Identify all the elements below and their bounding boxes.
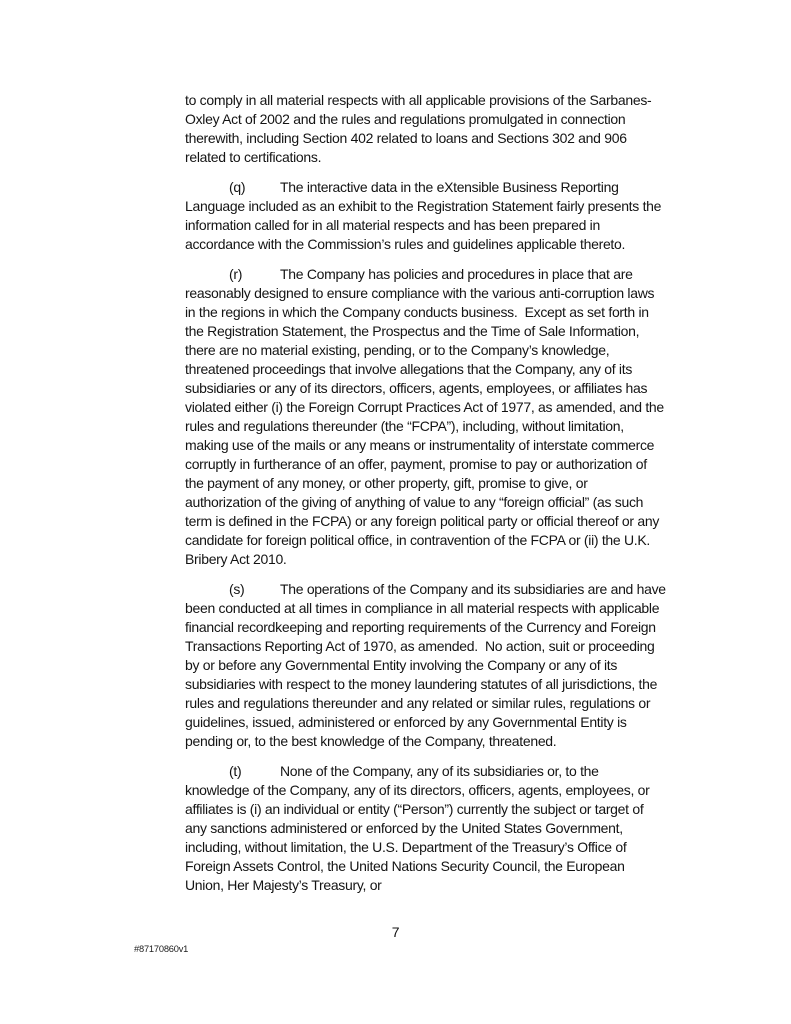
page-number: 7	[391, 924, 400, 940]
paragraph-label: (r)	[229, 266, 243, 282]
paragraph-continuation	[185, 91, 666, 167]
paragraph-text: The interactive data in the eXtensible Business Reporting Language included as an exhibit to the Registration Statement fairly presents the information called for in all material respects and has been prepared in accordance with the Commission’s rules and guidelines applicable thereto.	[185, 179, 665, 252]
paragraph-text: None of the Company, any of its subsidiaries or, to the knowledge of the Company, any of its directors, officers, agents, employees, or affiliates is (i) an individual or entity (“Person”) currently the subject or target of any sanctions administered or enforced by the United States Government, including, without limitation, the U.S. Department of the Treasury’s Office of Foreign Assets Control, the United Nations Security Council, the European Union, Her Majesty’s Treasury, or	[185, 763, 654, 893]
paragraph-label: (s)	[229, 581, 245, 597]
paragraph-text: to comply in all material respects with all applicable provisions of the Sarbanes-Oxley Act of 2002 and the rules and regulations promulgated in connection therewith, including Section 402 related to loans and Sections 302 and 906 related to certifications.	[185, 92, 652, 165]
paragraph-label: (t)	[229, 763, 242, 779]
paragraph-text: The operations of the Company and its subsidiaries are and have been conducted at all times in compliance in all material respects with applicable financial recordkeeping and reporting requirements of the Currency and Foreign Transactions Reporting Act of 1970, as amended. No action, suit or proceeding by or before any Governmental Entity involving the Company or any of its subsidiaries with respect to the money laundering statutes of all jurisdictions, the rules and regulations thereunder and any related or similar rules, regulations or guidelines, issued, administered or enforced by any Governmental Entity is pending or, to the best knowledge of the Company, threatened.	[185, 581, 670, 749]
document-id-footer: #87170860v1	[134, 944, 189, 954]
paragraph-r	[185, 265, 666, 569]
paragraph-label: (q)	[229, 179, 246, 195]
paragraph-q	[185, 178, 666, 254]
text-block	[185, 91, 670, 906]
paragraph-t	[185, 762, 666, 895]
paragraph-text: The Company has policies and procedures in place that are reasonably designed to ensure compliance with the various anti-corruption laws in the regions in which the Company conducts business. Except as set forth in the Registration Statement, the Prospectus and the Time of Sale Information, there are no material existing, pending, or to the Company’s knowledge, threatened proceedings that involve allegations that the Company, any of its subsidiaries or any of its directors, officers, agents, employees, or affiliates has violated either (i) the Foreign Corrupt Practices Act of 1977, as amended, and the rules and regulations thereunder (the “FCPA”), including, without limitation, making use of the mails or any means or instrumentality of interstate commerce corruptly in furtherance of an offer, payment, promise to pay or authorization of the payment of any money, or other property, gift, promise to give, or authorization of the giving of anything of value to any “foreign official” (as such term is defined in the FCPA) or any foreign political party or official thereof or any candidate for foreign political office, in contravention of the FCPA or (ii) the U.K. Bribery Act 2010.	[185, 266, 668, 567]
paragraph-s	[185, 580, 670, 751]
